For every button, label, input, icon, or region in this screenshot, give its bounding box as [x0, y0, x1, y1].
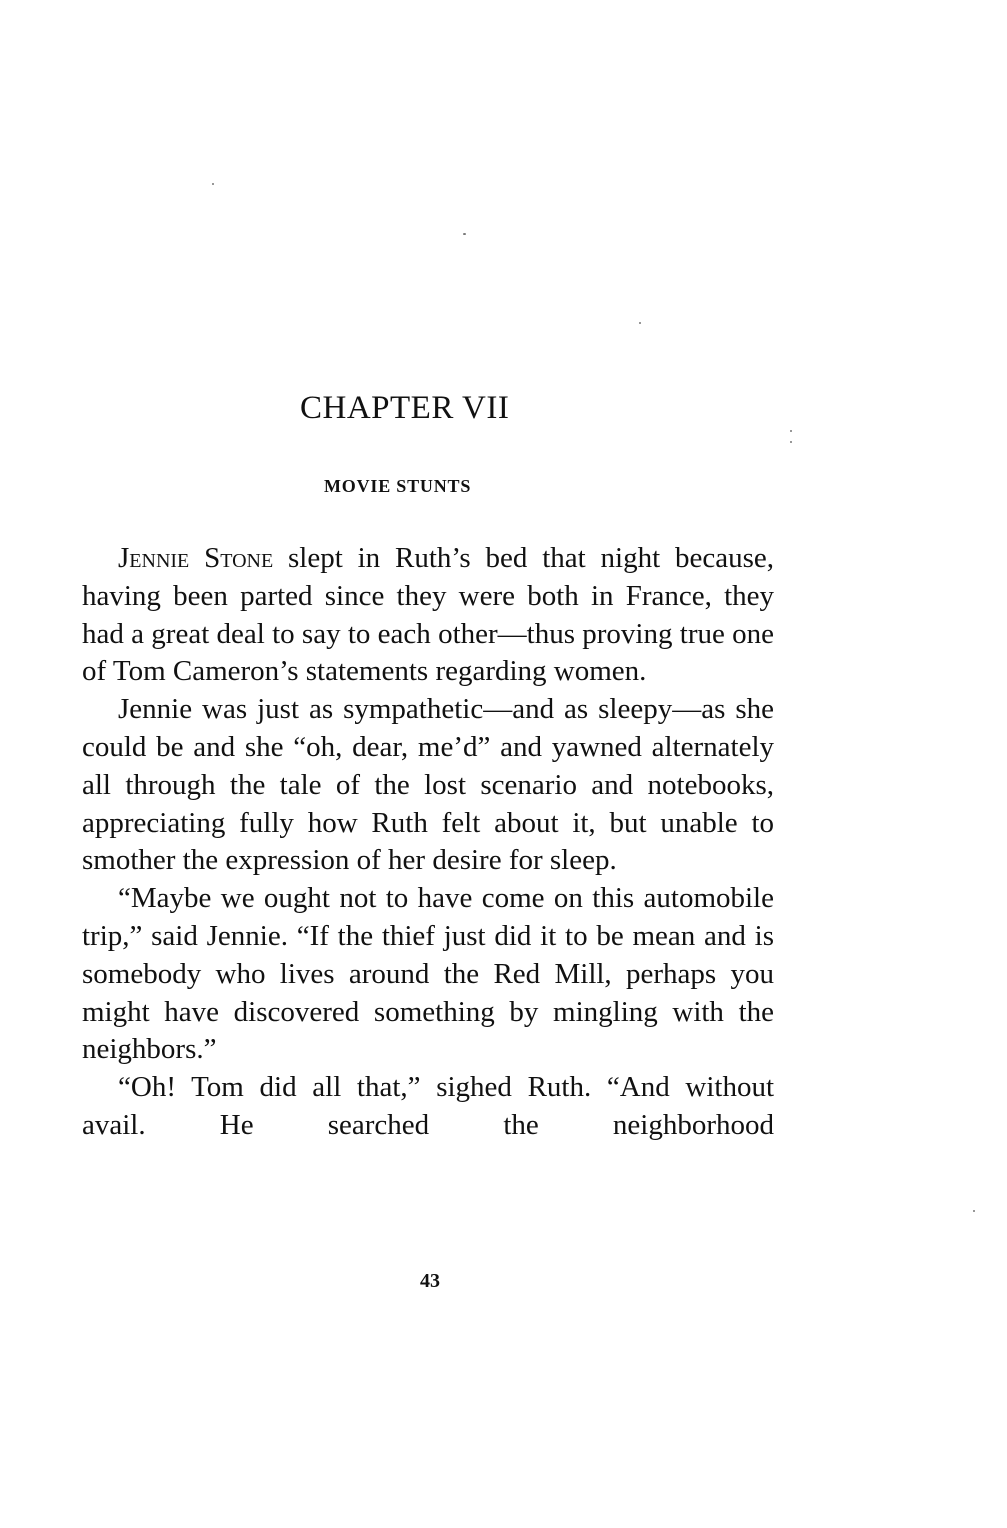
paragraph: “Oh! Tom did all that,” sighed Ruth. “And without avail. He searched the neighborhood [82, 1071, 774, 1141]
scan-speck [463, 233, 466, 235]
page-number: 43 [420, 1270, 440, 1292]
paragraph: Jennie was just as sympathetic—and as sleepy—as she could be and she “oh, dear, me’d” and yawned alternately all through the tale of the lost scenario and notebooks, appreciating fully how Ruth felt about it, but unable to smother the expression of her desire for sleep. [82, 693, 774, 877]
paragraph-text: slept in Ruth’s bed that night because, having been parted since they were both in France, they had a great deal to say to each other—thus proving true one of Tom Cameron’s statements regarding women. [82, 542, 774, 688]
paragraph: “Maybe we ought not to have come on this automobile trip,” said Jennie. “If the thief just did it to be mean and is somebody who lives around the Red Mill, perhaps you might have discovered something by mingling with the neighbors.” [82, 882, 774, 1066]
chapter-body [82, 540, 774, 1145]
scan-speck [790, 430, 792, 432]
paragraph [82, 540, 774, 691]
chapter-subtitle: MOVIE STUNTS [324, 476, 472, 496]
scan-speck [639, 322, 641, 324]
paragraph-lead: Jennie Stone [118, 542, 274, 574]
scan-speck [973, 1210, 975, 1212]
scan-speck [790, 441, 792, 443]
chapter-title: CHAPTER VII [300, 390, 510, 426]
scan-speck [212, 183, 214, 185]
